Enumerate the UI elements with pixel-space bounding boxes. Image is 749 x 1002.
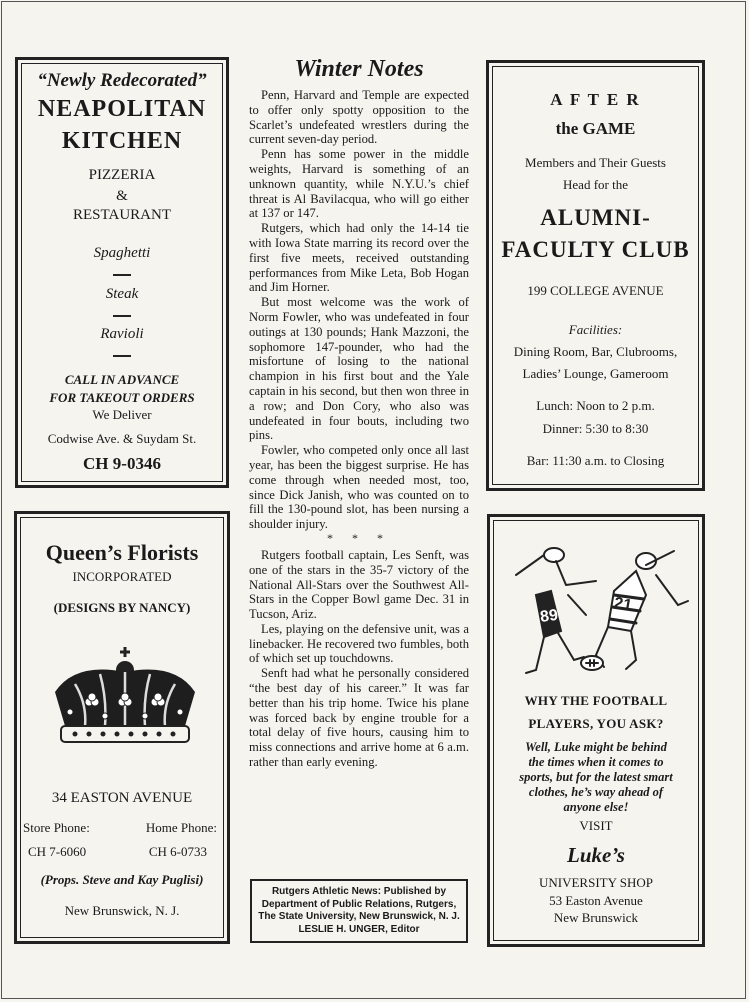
dinner-hours: Dinner: 5:30 to 8:30 xyxy=(542,421,649,436)
divider xyxy=(113,274,131,276)
order-line-2: FOR TAKEOUT ORDERS xyxy=(49,390,195,405)
club-address: 199 COLLEGE AVENUE xyxy=(527,283,664,298)
body-line: Well, Luke might be behind xyxy=(525,740,667,754)
divider xyxy=(113,355,131,357)
shop-name: UNIVERSITY SHOP xyxy=(539,875,653,890)
facilities-label: Facilities: xyxy=(568,322,623,337)
divider xyxy=(113,315,131,317)
crown-icon xyxy=(45,644,205,756)
designs-by: (DESIGNS BY NANCY) xyxy=(53,600,191,615)
menu-item: Ravioli xyxy=(100,326,144,342)
order-line-1: CALL IN ADVANCE xyxy=(64,372,180,387)
visit-label: VISIT xyxy=(579,818,613,833)
article-title: Winter Notes xyxy=(294,56,424,82)
paragraph: Les, playing on the defensive unit, was a linebacker. He recovered two fumbles, both of which set up touchdowns. xyxy=(249,621,469,666)
home-phone-label: Home Phone: xyxy=(145,820,217,835)
store-phone-label: Store Phone: xyxy=(23,820,90,835)
the-game-heading: the GAME xyxy=(555,119,636,138)
alumni-faculty-club-ad xyxy=(486,60,705,491)
store-phone: CH 7-6060 xyxy=(28,844,87,859)
paragraph: Rutgers football captain, Les Senft, was one of the stars in the 35-7 victory of the National All-Stars over the Southwest All-Stars in the Copper Bowl game Dec. 31 in Tucson, Ariz. xyxy=(249,547,469,622)
shop-city: New Brunswick xyxy=(553,910,639,925)
type-ampersand: & xyxy=(116,188,128,204)
section-separator: * * * xyxy=(327,530,391,545)
lukes-logo: Luke’s xyxy=(567,843,625,867)
tagline: “Newly Redecorated” xyxy=(37,70,207,91)
publication-credit xyxy=(250,879,468,943)
type-pizzeria: PIZZERIA xyxy=(88,167,156,183)
address: Codwise Ave. & Suydam St. xyxy=(47,431,197,446)
address: 34 EASTON AVENUE xyxy=(51,790,193,806)
after-heading: A F T E R xyxy=(550,90,641,109)
body-line: sports, but for the latest smart xyxy=(519,770,673,784)
incorporated: INCORPORATED xyxy=(72,569,172,584)
city: New Brunswick, N. J. xyxy=(64,903,180,918)
proprietors: (Props. Steve and Kay Puglisi) xyxy=(40,872,204,887)
neapolitan-kitchen-ad xyxy=(15,57,229,488)
home-phone: CH 6-0733 xyxy=(148,844,207,859)
bar-hours: Bar: 11:30 a.m. to Closing xyxy=(526,453,665,468)
paragraph: Fowler, who competed only once all last year, has been the biggest surprise. He has come through when needed most, too, since Dick Janish, who was counted on to fill the 130-pound slot, has been nursing a shoulder injury. xyxy=(249,443,469,532)
club-name-2: FACULTY CLUB xyxy=(501,237,690,262)
facilities-line-1: Dining Room, Bar, Clubrooms, xyxy=(513,344,678,359)
head-for-line: Head for the xyxy=(563,177,628,192)
facilities-line-2: Ladies’ Lounge, Gameroom xyxy=(522,366,669,381)
football-players-illustration xyxy=(496,535,696,685)
florist-name: Queen’s Florists xyxy=(45,540,199,565)
phone-number: CH 9-0346 xyxy=(83,454,161,473)
lunch-hours: Lunch: Noon to 2 p.m. xyxy=(536,398,655,413)
shop-address: 53 Easton Avenue xyxy=(549,893,643,908)
credit-text: Rutgers Athletic News: Published by Department of Public Relations, Rutgers, The State University, New Brunswick, N. J. xyxy=(258,886,460,922)
why-heading-2: PLAYERS, YOU ASK? xyxy=(528,716,664,731)
paragraph: But most welcome was the work of Norm Fowler, who was undefeated in four outings at 130 pounds; Hank Mazzoni, the sophomore 147-pounder, who had the misfortune of losing to the national champion in his first bout and the Yale captain in his second, but then won three in a row; and Don Cory, who also was undefeated in four bouts, including two pins. xyxy=(249,295,469,443)
deliver-text: We Deliver xyxy=(92,407,152,422)
type-restaurant: RESTAURANT xyxy=(73,207,171,223)
body-line: clothes, he’s way ahead of xyxy=(528,785,664,799)
jersey-number-89: 89 xyxy=(539,606,560,627)
restaurant-name-2: KITCHEN xyxy=(61,128,183,154)
menu-item: Steak xyxy=(105,286,139,302)
paragraph: Rutgers, which had only the 14-14 tie with Iowa State marring its record over the first five meets, received outstanding performances from Mike Leta, Bob Hogan and Jim Horner. xyxy=(249,221,469,295)
club-name-1: ALUMNI- xyxy=(540,205,651,230)
members-line: Members and Their Guests xyxy=(525,155,666,170)
winter-notes-article xyxy=(249,55,469,770)
queens-florists-ad xyxy=(14,511,230,944)
paragraph: Penn has some power in the middle weights, Harvard is something of an unknown quantity, while N.Y.U.’s chief threat is Al Bavilacqua, who will go either at 137 or 147. xyxy=(249,147,469,221)
why-heading-1: WHY THE FOOTBALL xyxy=(524,693,668,708)
paragraph: Senft had what he personally considered “the best day of his career.” It was far better than his trip home. Twice his plane was forced back by engine trouble for a total delay of five hours, causing him to miss connections and arrive home at 6 a.m. rather than early evening. xyxy=(249,666,469,770)
menu-item: Spaghetti xyxy=(93,245,151,261)
restaurant-name-1: NEAPOLITAN xyxy=(37,96,207,122)
body-line: the times when it comes to xyxy=(528,755,664,769)
paragraph: Penn, Harvard and Temple are expected to offer only spotty opposition to the Scarlet’s undefeated wrestlers during the current seven-day period. xyxy=(249,88,469,147)
editor: LESLIE H. UNGER, Editor xyxy=(298,923,420,935)
body-line: anyone else! xyxy=(563,800,629,814)
jersey-number-21: 21 xyxy=(612,594,634,615)
lukes-university-shop-ad xyxy=(487,514,705,947)
